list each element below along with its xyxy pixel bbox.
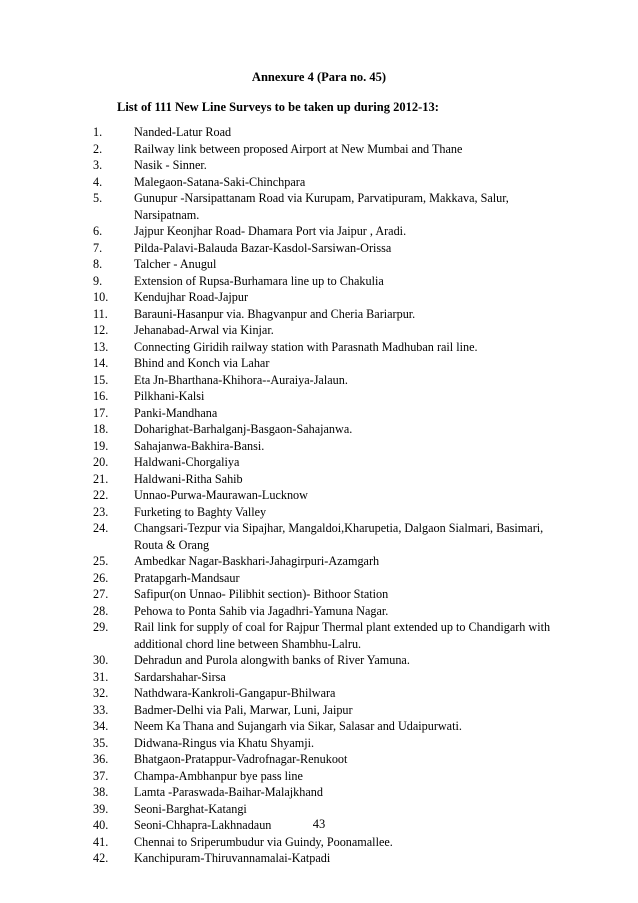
list-item-number: 2. (93, 141, 103, 156)
list-item-number (93, 207, 134, 224)
list-item-number: 27. (93, 587, 109, 601)
list-item-number: 8. (93, 257, 103, 271)
list-item-text: Dehradun and Purola alongwith banks of River Yamuna. (134, 653, 410, 667)
annexure-title: Annexure 4 (Para no. 45) (251, 70, 387, 84)
list-item (93, 273, 593, 290)
list-item-number: 34. (93, 719, 109, 733)
list-item-number: 33. (93, 702, 109, 717)
list-item-number: 29. (93, 620, 109, 634)
list-item (93, 553, 593, 570)
list-item-text: Pilkhani-Kalsi (134, 389, 205, 403)
list-item (93, 702, 593, 719)
list-item-text: Narsipatnam. (134, 207, 200, 222)
list-item-text: Haldwani-Chorgaliya (134, 455, 240, 469)
survey-list (93, 124, 593, 867)
list-item (93, 504, 593, 521)
list-item (93, 141, 593, 158)
list-item-text: Eta Jn-Bharthana-Khihora--Auraiya-Jalaun. (134, 372, 348, 387)
list-item (93, 372, 593, 389)
list-item-text: Nanded-Latur Road (134, 125, 232, 139)
list-item-number: 18. (93, 422, 109, 436)
list-item-number: 32. (93, 686, 109, 700)
list-item-number: 16. (93, 389, 109, 403)
list-item (93, 685, 593, 702)
list-item-text: Safipur(on Unnao- Pilibhit section)- Bithoor Station (134, 587, 389, 601)
list-item-number: 19. (93, 438, 109, 453)
list-item (93, 652, 593, 669)
list-item (93, 735, 593, 752)
list-item-text: Furketing to Baghty Valley (134, 504, 267, 519)
list-item (93, 306, 593, 323)
list-item-number: 42. (93, 851, 109, 865)
list-item-text: Jehanabad-Arwal via Kinjar. (134, 323, 274, 337)
list-item-number: 31. (93, 669, 109, 684)
list-item (93, 801, 593, 818)
list-item-number: 37. (93, 768, 109, 783)
list-item-continuation (93, 537, 593, 554)
list-item (93, 405, 593, 422)
list-item (93, 157, 593, 174)
list-item (93, 174, 593, 191)
list-item-text: Bhatgaon-Pratappur-Vadrofnagar-Renukoot (134, 752, 348, 766)
list-item-text: Rail link for supply of coal for Rajpur Thermal plant extended up to Chandigarh with (134, 620, 551, 634)
list-item-text: Neem Ka Thana and Sujangarh via Sikar, Salasar and Udaipurwati. (134, 719, 462, 733)
list-item (93, 421, 593, 438)
list-item (93, 339, 593, 356)
list-item (93, 355, 593, 372)
list-item (93, 834, 593, 851)
list-item-number: 40. (93, 818, 109, 832)
list-item-number: 3. (93, 158, 103, 172)
list-item-number: 36. (93, 752, 109, 766)
list-item-text: Unnao-Purwa-Maurawan-Lucknow (134, 488, 308, 502)
list-item (93, 768, 593, 785)
list-item-text: Kendujhar Road-Jajpur (134, 290, 249, 304)
list-item-number: 22. (93, 488, 109, 502)
list-item-continuation (93, 636, 593, 653)
list-item-number: 30. (93, 653, 109, 667)
list-item-text: Doharighat-Barhalganj-Basgaon-Sahajanwa. (134, 422, 353, 436)
list-item-number: 10. (93, 290, 109, 304)
list-item-text: Changsari-Tezpur via Sipajhar, Mangaldoi,Kharupetia, Dalgaon Sialmari, Basimari, (134, 521, 544, 535)
list-item-number: 23. (93, 504, 109, 519)
list-item-text: Pratapgarh-Mandsaur (134, 570, 240, 585)
list-item-continuation (93, 207, 593, 224)
list-item-text: Nasik - Sinner. (134, 158, 207, 172)
list-item-number (93, 537, 134, 554)
list-item-text: Nathdwara-Kankroli-Gangapur-Bhilwara (134, 686, 336, 700)
list-item-number: 12. (93, 323, 109, 337)
list-item (93, 718, 593, 735)
list-item-text: Jajpur Keonjhar Road- Dhamara Port via Jaipur , Aradi. (134, 224, 407, 238)
list-item (93, 190, 593, 207)
list-item-text: Railway link between proposed Airport at New Mumbai and Thane (134, 141, 463, 156)
list-item-text: Ambedkar Nagar-Baskhari-Jahagirpuri-Azamgarh (134, 554, 380, 568)
list-item-text: Bhind and Konch via Lahar (134, 356, 270, 370)
list-item-text: Extension of Rupsa-Burhamara line up to Chakulia (134, 273, 384, 288)
list-item-number: 21. (93, 471, 109, 486)
list-item (93, 570, 593, 587)
list-item-number: 11. (93, 306, 108, 321)
list-item-number: 25. (93, 554, 109, 568)
list-item-text: Panki-Mandhana (134, 405, 218, 420)
list-item (93, 520, 593, 537)
list-item-number: 7. (93, 240, 103, 255)
list-item-number: 24. (93, 521, 109, 535)
list-item-text: Gunupur -Narsipattanam Road via Kurupam, Parvatipuram, Makkava, Salur, (134, 191, 509, 205)
list-item-text: Seoni-Barghat-Katangi (134, 801, 247, 816)
list-item-text: Sardarshahar-Sirsa (134, 669, 226, 684)
list-item (93, 438, 593, 455)
list-item-text: Champa-Ambhanpur bye pass line (134, 768, 303, 783)
list-item-text: Badmer-Delhi via Pali, Marwar, Luni, Jaipur (134, 702, 353, 717)
list-item (93, 603, 593, 620)
list-item-text: Barauni-Hasanpur via. Bhagvanpur and Cheria Bariarpur. (134, 306, 416, 321)
list-item-number: 39. (93, 801, 109, 816)
list-item-number: 4. (93, 174, 103, 189)
list-item (93, 124, 593, 141)
list-item (93, 784, 593, 801)
list-item-text: Talcher - Anugul (134, 257, 217, 271)
list-item (93, 256, 593, 273)
list-item-number (93, 636, 134, 653)
list-item-text: Malegaon-Satana-Saki-Chinchpara (134, 174, 306, 189)
list-item-number: 5. (93, 191, 103, 205)
list-item-text: Kanchipuram-Thiruvannamalai-Katpadi (134, 851, 331, 865)
list-item-text: Chennai to Sriperumbudur via Guindy, Poonamallee. (134, 834, 393, 849)
list-item (93, 471, 593, 488)
list-item (93, 322, 593, 339)
list-item (93, 669, 593, 686)
list-item (93, 223, 593, 240)
list-item-number: 35. (93, 735, 109, 750)
list-item-number: 15. (93, 372, 109, 387)
list-item-number: 41. (93, 834, 109, 849)
list-item-number: 14. (93, 356, 109, 370)
list-item (93, 619, 593, 636)
list-item (93, 487, 593, 504)
list-heading: List of 111 New Line Surveys to be taken up during 2012-13: (117, 100, 439, 114)
list-item-text: Didwana-Ringus via Khatu Shyamji. (134, 735, 315, 750)
list-item-number: 1. (93, 125, 103, 139)
list-item-number: 20. (93, 455, 109, 469)
list-item-number: 38. (93, 785, 109, 799)
list-item-number: 13. (93, 339, 109, 354)
list-item-text: Pilda-Palavi-Balauda Bazar-Kasdol-Sarsiwan-Orissa (134, 240, 392, 255)
list-item-text: Haldwani-Ritha Sahib (134, 471, 243, 486)
list-item-text: Lamta -Paraswada-Baihar-Malajkhand (134, 785, 323, 799)
page-number: 43 (312, 817, 326, 831)
list-item-number: 17. (93, 405, 109, 420)
list-item-text: Connecting Giridih railway station with Parasnath Madhuban rail line. (134, 339, 478, 354)
list-item-text: Routa & Orang (134, 537, 210, 552)
list-item-number: 28. (93, 603, 109, 618)
list-item-text: Sahajanwa-Bakhira-Bansi. (134, 438, 265, 453)
list-item-number: 9. (93, 273, 103, 288)
list-item (93, 751, 593, 768)
list-item-text: Seoni-Chhapra-Lakhnadaun (134, 818, 272, 832)
list-item (93, 454, 593, 471)
list-item (93, 388, 593, 405)
list-item-text: Pehowa to Ponta Sahib via Jagadhri-Yamuna Nagar. (134, 603, 389, 618)
list-item (93, 586, 593, 603)
list-item-number: 26. (93, 570, 109, 585)
list-item-number: 6. (93, 224, 103, 238)
list-item (93, 289, 593, 306)
list-item (93, 850, 593, 867)
list-item (93, 240, 593, 257)
list-item-text: additional chord line between Shambhu-Lalru. (134, 636, 362, 651)
